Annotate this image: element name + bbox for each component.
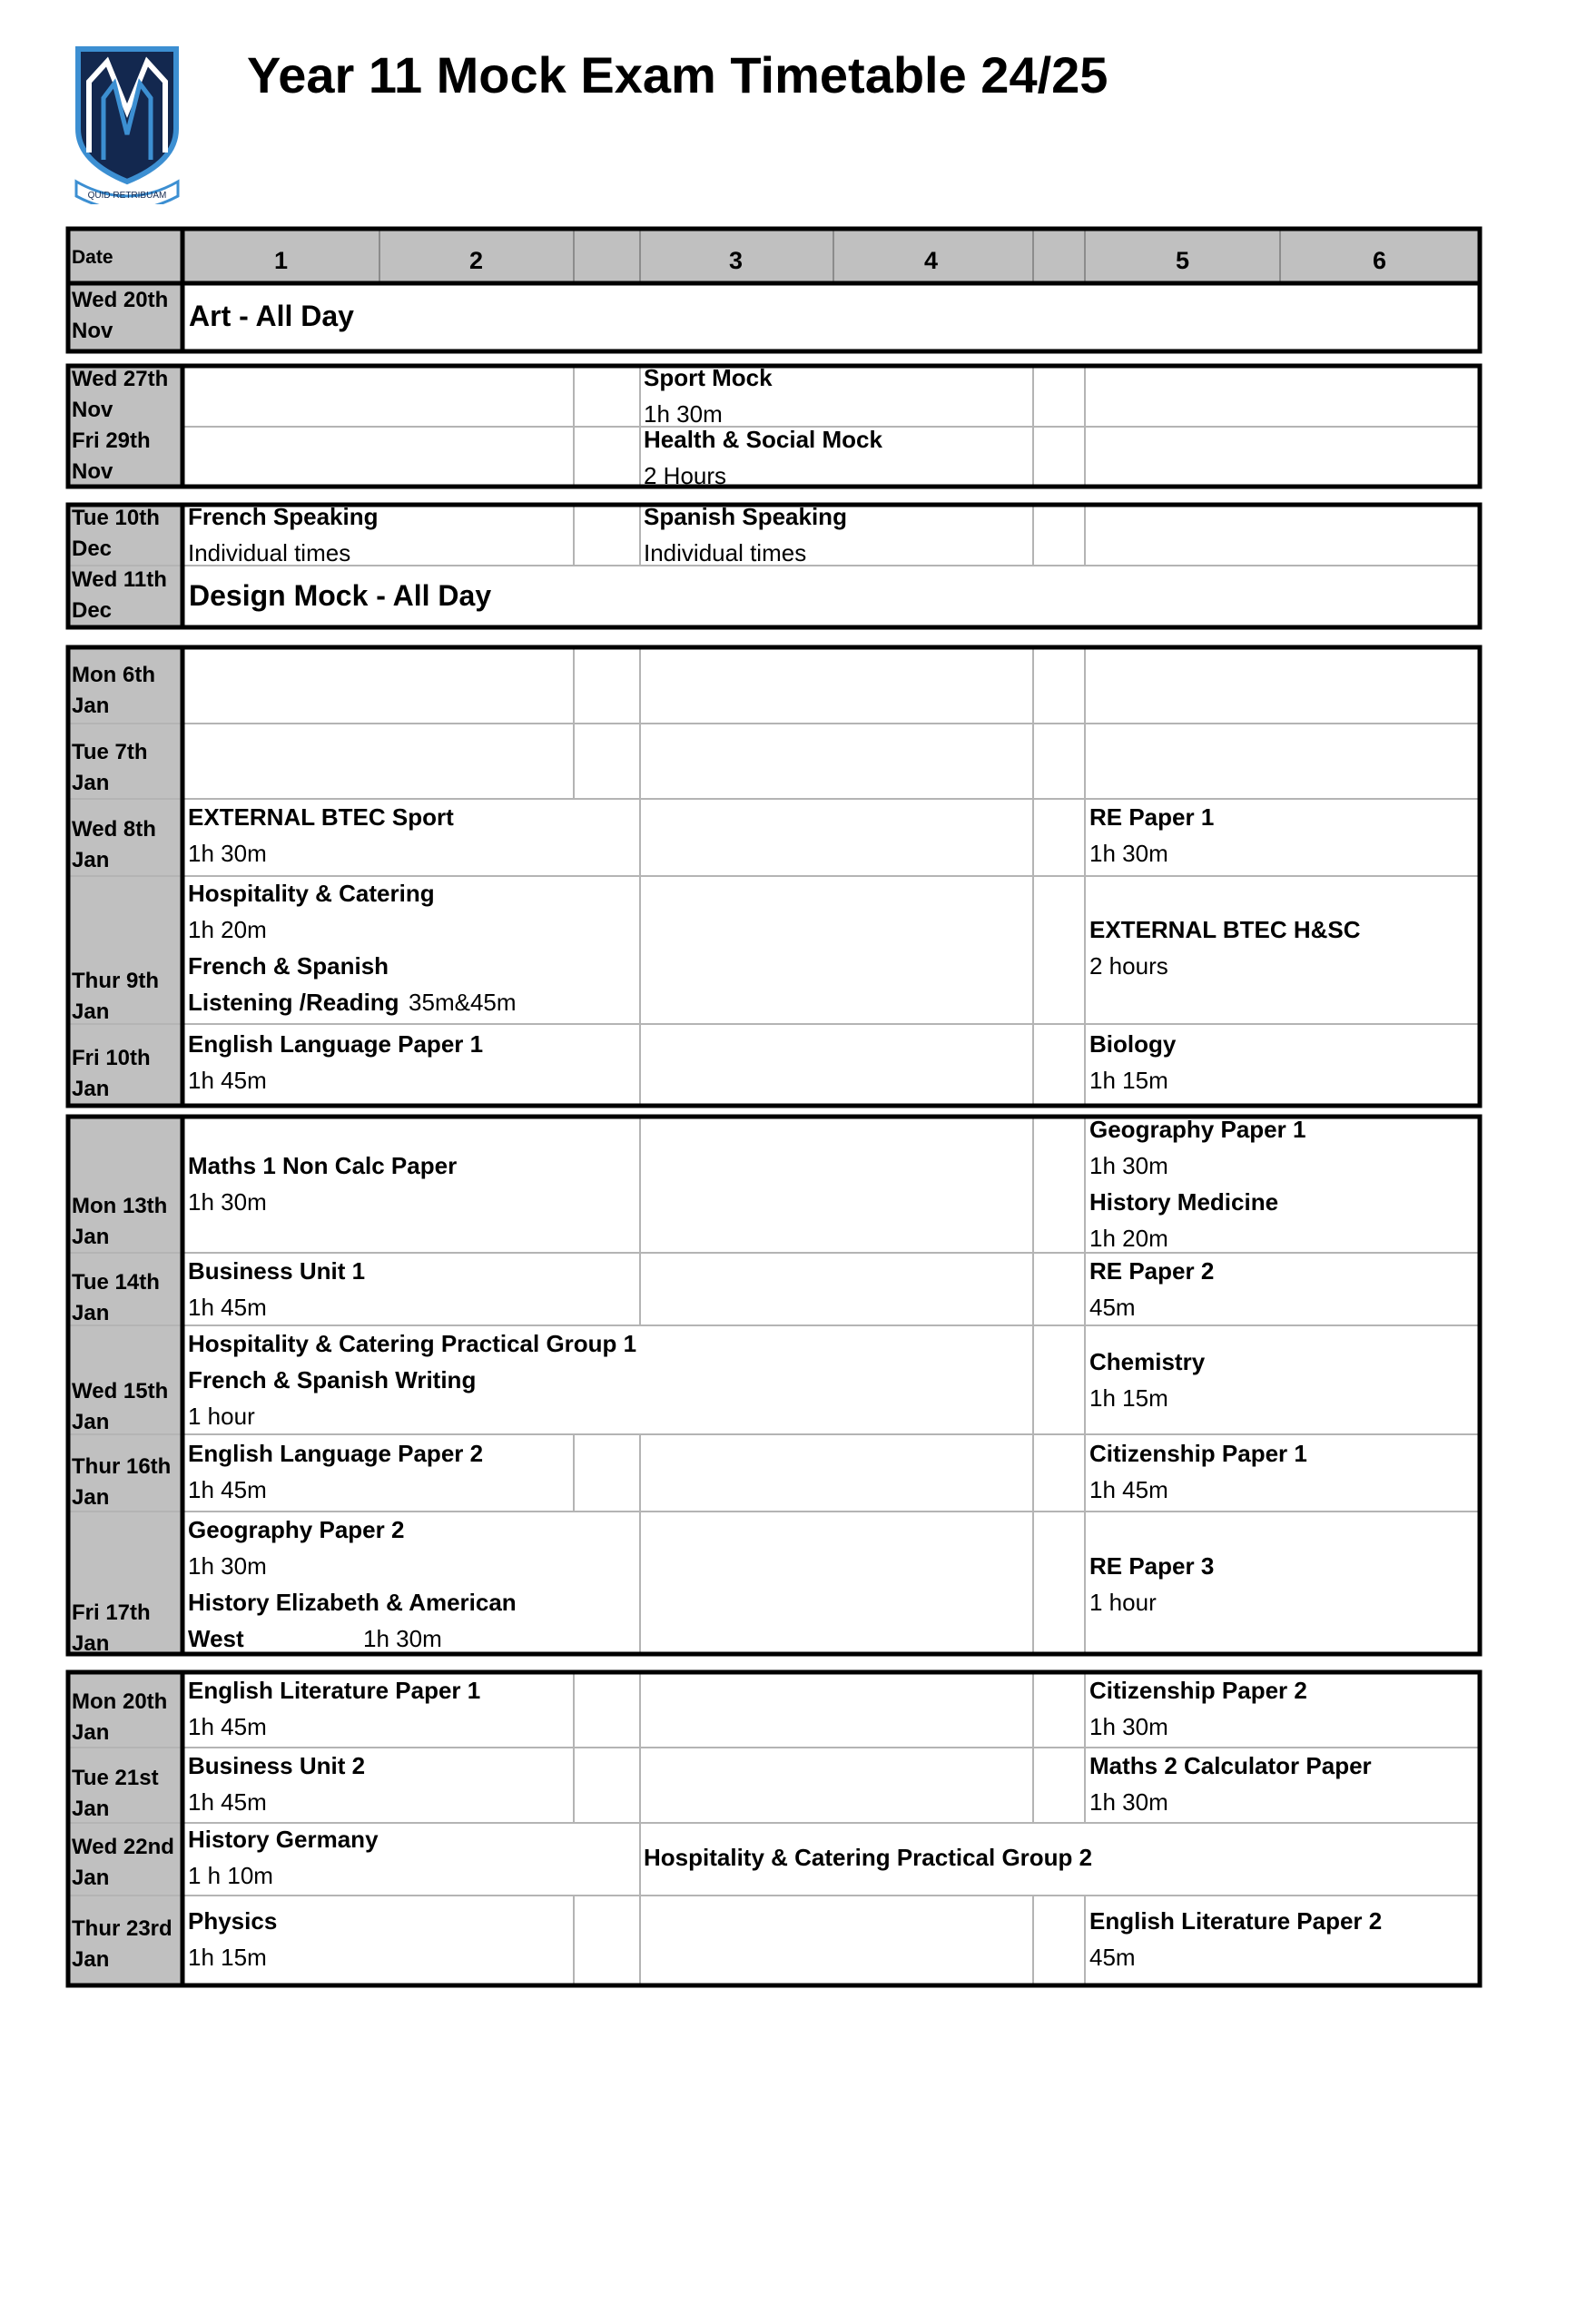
- exam-english-literature-paper-1: English Literature Paper 1: [188, 1677, 481, 1704]
- exam-biology: Biology: [1089, 1030, 1177, 1058]
- date-wed-11-dec: Wed 11th Dec: [72, 567, 167, 623]
- exam-re-paper-1-duration: 1h 30m: [1089, 840, 1168, 867]
- exam-re-paper-3: RE Paper 3: [1089, 1552, 1215, 1580]
- date-thu-16-jan: Thur 16th Jan: [72, 1454, 172, 1510]
- exam-english-literature-paper-2: English Literature Paper 2: [1089, 1907, 1383, 1935]
- exam-physics: Physics: [188, 1907, 278, 1935]
- exam-french-spanish-writing-duration: 1 hour: [188, 1403, 255, 1430]
- exam-hospitality-practical-group-2: Hospitality & Catering Practical Group 2: [644, 1844, 1093, 1871]
- exam-maths-2-calculator: Maths 2 Calculator Paper: [1089, 1752, 1372, 1779]
- exam-hospitality-catering: Hospitality & Catering: [188, 880, 435, 907]
- exam-re-paper-3-duration: 1 hour: [1089, 1589, 1157, 1616]
- date-mon-20-jan: Mon 20th Jan: [72, 1689, 168, 1745]
- exam-art-all-day: Art - All Day: [189, 300, 354, 332]
- exam-external-btec-sport-duration: 1h 30m: [188, 840, 267, 867]
- date-thu-9-jan: Thur 9th Jan: [72, 969, 159, 1024]
- exam-history-germany: History Germany: [188, 1826, 379, 1853]
- header-period-4: 4: [924, 247, 939, 274]
- date-fri-29-nov: Fri 29th Nov: [72, 428, 151, 484]
- exam-geography-paper-2: Geography Paper 2: [188, 1516, 405, 1543]
- exam-english-language-paper-2-duration: 1h 45m: [188, 1476, 267, 1503]
- date-wed-20-nov: Wed 20th Nov: [72, 288, 169, 343]
- exam-external-btec-hsc-duration: 2 hours: [1089, 952, 1168, 980]
- exam-spanish-speaking-time: Individual times: [644, 539, 807, 566]
- exam-physics-duration: 1h 15m: [188, 1944, 267, 1971]
- exam-health-social-duration: 2 Hours: [644, 462, 727, 489]
- exam-citizenship-paper-2: Citizenship Paper 2: [1089, 1677, 1307, 1704]
- exam-english-literature-paper-2-duration: 45m: [1089, 1944, 1136, 1971]
- exam-health-social-mock: Health & Social Mock: [644, 426, 882, 453]
- exam-history-elizabeth-american: History Elizabeth & American: [188, 1589, 517, 1616]
- header-period-3: 3: [729, 247, 744, 274]
- date-wed-8-jan: Wed 8th Jan: [72, 817, 156, 872]
- date-tue-7-jan: Tue 7th Jan: [72, 740, 148, 795]
- exam-history-germany-duration: 1 h 10m: [188, 1862, 273, 1889]
- date-tue-10-dec: Tue 10th Dec: [72, 506, 160, 561]
- exam-citizenship-paper-2-duration: 1h 30m: [1089, 1713, 1168, 1740]
- exam-re-paper-1: RE Paper 1: [1089, 803, 1215, 831]
- exam-business-unit-2: Business Unit 2: [188, 1752, 366, 1779]
- exam-biology-duration: 1h 15m: [1089, 1067, 1168, 1094]
- exam-business-unit-1: Business Unit 1: [188, 1257, 366, 1285]
- exam-citizenship-paper-1: Citizenship Paper 1: [1089, 1440, 1307, 1467]
- date-mon-6-jan: Mon 6th Jan: [72, 663, 155, 718]
- exam-geography-paper-1-duration: 1h 30m: [1089, 1152, 1168, 1179]
- exam-spanish-speaking: Spanish Speaking: [644, 503, 847, 530]
- date-tue-21-jan: Tue 21st Jan: [72, 1766, 159, 1821]
- header-period-1: 1: [274, 247, 289, 274]
- exam-external-btec-sport: EXTERNAL BTEC Sport: [188, 803, 454, 831]
- exam-chemistry: Chemistry: [1089, 1348, 1206, 1375]
- date-fri-17-jan: Fri 17th Jan: [72, 1600, 151, 1656]
- exam-english-language-paper-2: English Language Paper 2: [188, 1440, 484, 1467]
- exam-french-speaking-time: Individual times: [188, 539, 351, 566]
- exam-business-unit-2-duration: 1h 45m: [188, 1788, 267, 1816]
- exam-english-literature-paper-1-duration: 1h 45m: [188, 1713, 267, 1740]
- exam-french-spanish-writing: French & Spanish Writing: [188, 1366, 477, 1393]
- date-tue-14-jan: Tue 14th Jan: [72, 1270, 160, 1325]
- header-period-2: 2: [469, 247, 484, 274]
- exam-french-speaking: French Speaking: [188, 503, 379, 530]
- logo-motto: QUID RETRIBUAM: [87, 191, 167, 201]
- exam-hospitality-practical-group-1: Hospitality & Catering Practical Group 1: [188, 1330, 637, 1357]
- exam-sport-mock: Sport Mock: [644, 364, 773, 391]
- date-mon-13-jan: Mon 13th Jan: [72, 1194, 168, 1249]
- date-fri-10-jan: Fri 10th Jan: [72, 1046, 151, 1101]
- exam-listening-reading: Listening /Reading 35m&45m: [188, 989, 517, 1016]
- exam-maths-2-calculator-duration: 1h 30m: [1089, 1788, 1168, 1816]
- exam-english-language-paper-1: English Language Paper 1: [188, 1030, 484, 1058]
- exam-external-btec-hsc: EXTERNAL BTEC H&SC: [1089, 916, 1361, 943]
- page-title: Year 11 Mock Exam Timetable 24/25: [247, 46, 1108, 103]
- exam-history-medicine: History Medicine: [1089, 1188, 1279, 1216]
- exam-re-paper-2-duration: 45m: [1089, 1294, 1136, 1321]
- exam-re-paper-2: RE Paper 2: [1089, 1257, 1215, 1285]
- exam-maths-1-non-calc: Maths 1 Non Calc Paper: [188, 1152, 458, 1179]
- date-wed-22-jan: Wed 22nd Jan: [72, 1835, 174, 1890]
- exam-business-unit-1-duration: 1h 45m: [188, 1294, 267, 1321]
- header-period-6: 6: [1373, 247, 1387, 274]
- exam-history-medicine-duration: 1h 20m: [1089, 1225, 1168, 1252]
- school-crest-logo: [73, 45, 182, 204]
- exam-geography-paper-2-duration: 1h 30m: [188, 1552, 267, 1580]
- exam-sport-mock-duration: 1h 30m: [644, 400, 723, 428]
- exam-history-elizabeth-duration: 1h 30m: [363, 1625, 442, 1652]
- date-wed-15-jan: Wed 15th Jan: [72, 1379, 169, 1434]
- exam-french-spanish: French & Spanish: [188, 952, 389, 980]
- date-thu-23-jan: Thur 23rd Jan: [72, 1916, 172, 1972]
- exam-maths-1-non-calc-duration: 1h 30m: [188, 1188, 267, 1216]
- exam-history-west: West: [188, 1625, 244, 1652]
- date-wed-27-nov: Wed 27th Nov: [72, 367, 169, 422]
- exam-chemistry-duration: 1h 15m: [1089, 1384, 1168, 1412]
- exam-design-mock-all-day: Design Mock - All Day: [189, 579, 492, 612]
- exam-english-language-paper-1-duration: 1h 45m: [188, 1067, 267, 1094]
- header-period-5: 5: [1176, 247, 1190, 274]
- exam-geography-paper-1: Geography Paper 1: [1089, 1116, 1306, 1143]
- header-date: Date: [72, 247, 113, 268]
- exam-citizenship-paper-1-duration: 1h 45m: [1089, 1476, 1168, 1503]
- exam-hospitality-catering-duration: 1h 20m: [188, 916, 267, 943]
